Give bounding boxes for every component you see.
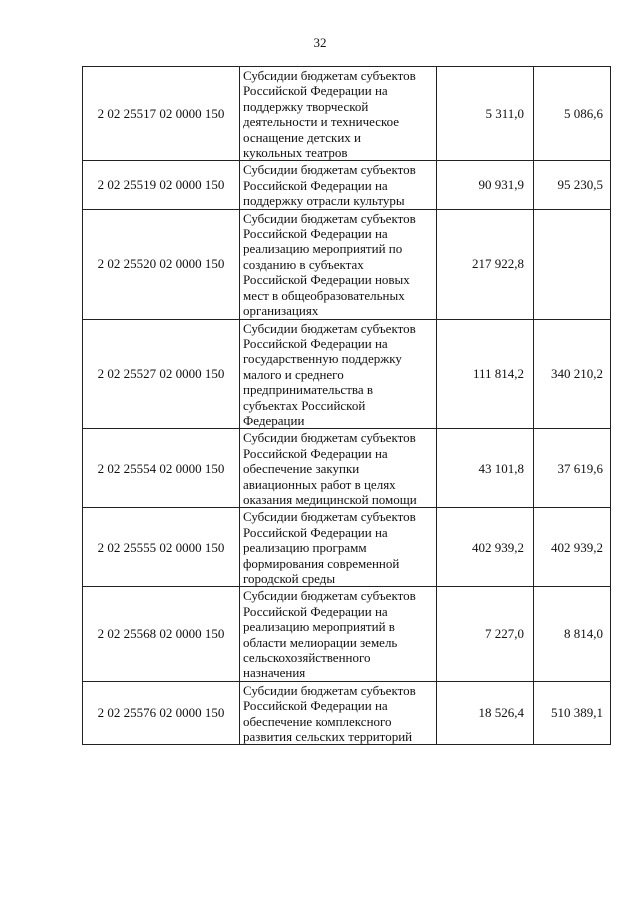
revenue-name-line: Субсидии бюджетам субъектов [243, 430, 416, 446]
budget-code-cell: 2 02 25568 02 0000 150 [83, 587, 240, 681]
budget-code-cell: 2 02 25576 02 0000 150 [83, 681, 240, 745]
revenue-name-cell [240, 587, 437, 681]
revenue-name-line: реализацию мероприятий по [243, 241, 403, 257]
revenue-name-line: деятельности и техническое [243, 114, 400, 130]
amount-cell-second: 402 939,2 [534, 508, 611, 587]
revenue-name-line: городской среды [243, 571, 336, 586]
revenue-name-line: Российской Федерации на [243, 603, 388, 619]
amount-cell-second: 510 389,1 [534, 681, 611, 745]
revenue-name-line: поддержку творческой [243, 98, 369, 114]
table-row [83, 319, 611, 429]
amount-cell-first: 18 526,4 [437, 681, 534, 745]
revenue-name-line: Российской Федерации новых [243, 272, 410, 288]
revenue-name-line: Субсидии бюджетам субъектов [243, 162, 416, 178]
budget-code-cell: 2 02 25555 02 0000 150 [83, 508, 240, 587]
revenue-name-line: организациях [243, 303, 319, 319]
revenue-name-line: авиационных работ в целях [243, 476, 396, 492]
revenue-name-line: Субсидии бюджетам субъектов [243, 588, 416, 604]
budget-code-cell: 2 02 25520 02 0000 150 [83, 209, 240, 319]
amount-cell-first: 5 311,0 [437, 67, 534, 161]
revenue-name-line: Российской Федерации на [243, 524, 388, 540]
table-row [83, 429, 611, 508]
revenue-name-cell [240, 209, 437, 319]
table-row [83, 681, 611, 745]
revenue-name-line: Российской Федерации на [243, 698, 388, 714]
revenue-name-line: Субсидии бюджетам субъектов [243, 68, 416, 83]
budget-code-cell: 2 02 25517 02 0000 150 [83, 67, 240, 161]
amount-cell-second: 8 814,0 [534, 587, 611, 681]
table-row [83, 209, 611, 319]
amount-cell-second [534, 209, 611, 319]
revenue-name-line: области мелиорации земель [243, 634, 398, 650]
revenue-name-line: предпринимательства в [243, 382, 374, 398]
table-row [83, 587, 611, 681]
revenue-name-line: Российской Федерации на [243, 83, 388, 99]
revenue-name-line: созданию в субъектах [243, 256, 364, 272]
revenue-name-line: формирования современной [243, 555, 400, 571]
revenue-name-line: Российской Федерации на [243, 226, 388, 242]
budget-code-cell: 2 02 25519 02 0000 150 [83, 161, 240, 209]
revenue-name-line: обеспечение закупки [243, 461, 360, 477]
revenue-name-cell [240, 429, 437, 508]
revenue-name-line: поддержку отрасли культуры [243, 193, 405, 209]
page-number: 32 [313, 35, 327, 50]
table-row [83, 67, 611, 161]
revenue-name-line: Российской Федерации на [243, 177, 388, 193]
revenue-name-line: реализацию программ [243, 540, 367, 556]
revenue-name-line: субъектах Российской [243, 397, 366, 413]
amount-cell-first: 43 101,8 [437, 429, 534, 508]
amount-cell-second: 5 086,6 [534, 67, 611, 161]
revenue-name-line: развития сельских территорий [243, 729, 413, 745]
revenue-name-cell [240, 508, 437, 587]
revenue-name-line: Российской Федерации на [243, 335, 388, 351]
amount-cell-second: 340 210,2 [534, 319, 611, 429]
amount-cell-second: 95 230,5 [534, 161, 611, 209]
revenue-name-line: назначения [243, 665, 306, 681]
revenue-name-line: оказания медицинской помощи [243, 491, 417, 507]
amount-cell-first: 7 227,0 [437, 587, 534, 681]
revenue-name-line: государственную поддержку [243, 351, 402, 367]
revenue-name-cell [240, 161, 437, 209]
revenue-name-cell [240, 67, 437, 161]
revenue-name-line: кукольных театров [243, 145, 348, 161]
revenue-name-line: Российской Федерации на [243, 445, 388, 461]
revenue-name-line: сельскохозяйственного [243, 650, 371, 666]
amount-cell-first: 90 931,9 [437, 161, 534, 209]
revenue-name-line: Субсидии бюджетам субъектов [243, 320, 416, 336]
amount-cell-second: 37 619,6 [534, 429, 611, 508]
budget-code-cell: 2 02 25527 02 0000 150 [83, 319, 240, 429]
revenue-name-line: Субсидии бюджетам субъектов [243, 682, 416, 698]
revenue-name-line: Федерации [243, 412, 305, 428]
revenue-name-cell [240, 681, 437, 745]
revenue-name-line: мест в общеобразовательных [243, 287, 405, 303]
table-row [83, 161, 611, 209]
revenue-name-line: реализацию мероприятий в [243, 619, 395, 635]
revenue-name-line: малого и среднего [243, 366, 344, 382]
revenue-name-line: Субсидии бюджетам субъектов [243, 210, 416, 226]
revenue-name-line: обеспечение комплексного [243, 713, 392, 729]
amount-cell-first: 402 939,2 [437, 508, 534, 587]
revenue-name-line: Субсидии бюджетам субъектов [243, 509, 416, 525]
revenue-name-cell [240, 319, 437, 429]
budget-code-cell: 2 02 25554 02 0000 150 [83, 429, 240, 508]
revenue-name-line: оснащение детских и [243, 129, 362, 145]
amount-cell-first: 111 814,2 [437, 319, 534, 429]
budget-table-body [83, 67, 611, 745]
amount-cell-first: 217 922,8 [437, 209, 534, 319]
budget-table [82, 66, 611, 745]
table-row [83, 508, 611, 587]
